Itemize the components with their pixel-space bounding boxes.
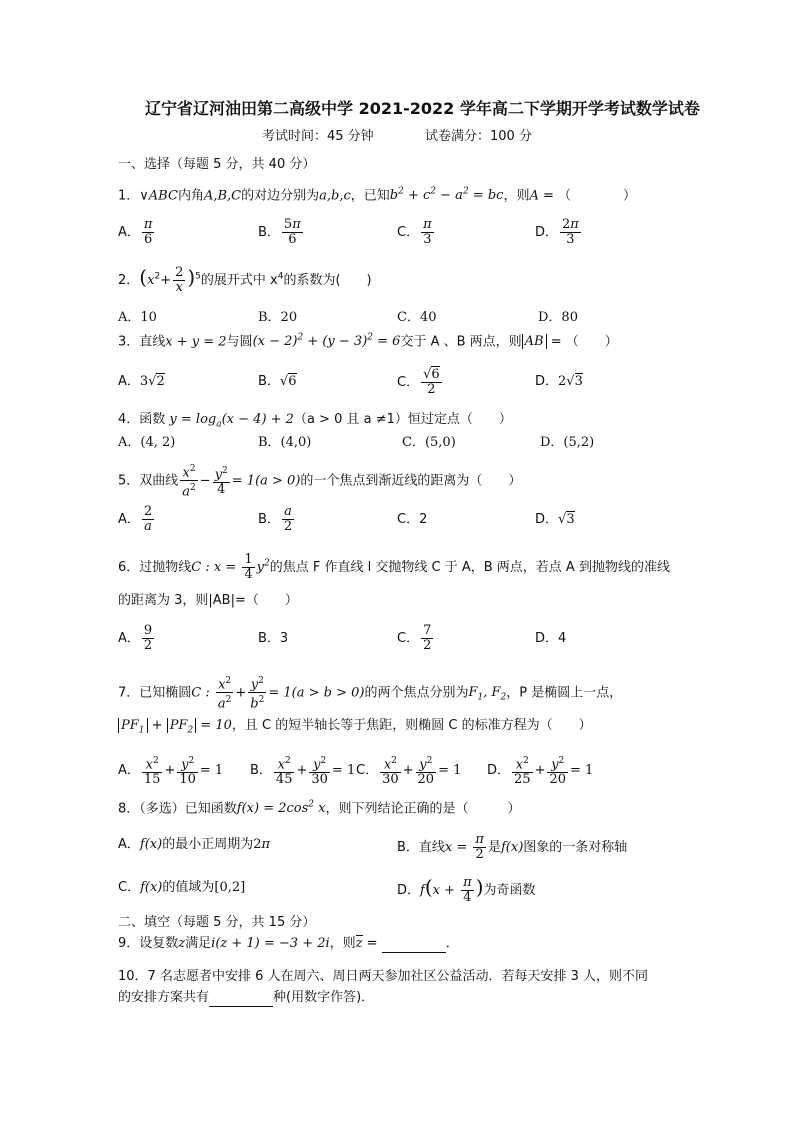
q4-option-d: D．(5,2) — [540, 435, 595, 450]
q4-option-b: B．(4,0) — [258, 435, 312, 450]
q8-option-c: C．f(x)的值域为[0,2] — [118, 880, 246, 895]
q6-option-c: C． $\frac{7}{2}$ — [397, 623, 432, 653]
q3-option-c: C． $\frac{√6}{2}$ — [397, 367, 440, 397]
question-3: 3．直线x + y = 2与圆$(x - 2)^2 + (y - 3)^2 = 6$交于 A 、B 两点，则 AB = （ ） — [118, 333, 618, 350]
question-6-line-2: 的距离为 3，则|AB|=（ ） — [118, 593, 298, 608]
q5-option-a: A． $\frac{2}{a}$ — [118, 504, 153, 534]
q8-option-a: A．f(x)的最小正周期为2π — [118, 837, 271, 852]
q4-option-c: C．(5,0) — [402, 435, 456, 450]
question-8: 8．（多选）已知函数$f(x) = 2\cos^2$ x，则下列结论正确的是（ ） — [118, 800, 521, 817]
q4-option-a: A．(4, 2) — [118, 435, 176, 450]
question-10: 10．7 名志愿者中安排 6 人在周六、周日两天参加社区公益活动．若每天安排 3 人，则不同 — [118, 969, 649, 984]
q8-option-d: D．f(x + $\frac{\pi}{4}$ )为奇函数 — [397, 875, 536, 905]
question-6: 6．过抛物线C : x = $\frac{1}{4}$ $y^2$的焦点 F 作直线 l 交抛物线 C 于 A，B 两点，若点 A 到抛物线的准线 — [118, 552, 670, 582]
question-4: 4．函数 $y = \log_a(x - 4) + 2(a > 0$ 且 a ≠1）恒过定点（ ） — [118, 412, 512, 430]
question-1: 1．∨ABC内角A,B,C的对边分别为a,b,c，已知$b^2 + c^2 - a^2$ = bc，则A = （ ） — [118, 187, 637, 204]
q1-option-b: B． $\frac{5\pi}{6}$ — [258, 217, 301, 247]
question-10-line-2: 的安排方案共有 种(用数字作答)． — [118, 990, 375, 1005]
q6-option-b: B．3 — [258, 631, 289, 646]
section-heading-choice: 一、选择（每题 5 分，共 40 分） — [118, 157, 316, 172]
q2-option-b: B．20 — [258, 310, 298, 325]
q2-option-d: D．80 — [538, 310, 578, 325]
question-2: 2．($x^2+$ $\frac{2}{x}$ )$^5$的展开式中 $x^4$的系数为( ) — [118, 265, 372, 295]
page-title: 辽宁省辽河油田第二高级中学 2021-2022 学年高二下学期开学考试数学试卷 — [145, 99, 700, 118]
q6-option-a: A． $\frac{9}{2}$ — [118, 623, 153, 653]
q2-option-c: C．40 — [397, 310, 437, 325]
q7-option-c: C． $\frac{x^2}{30}$ + $\frac{y^2}{20}$ = 1 — [356, 756, 462, 788]
q8-option-b: B．直线x = $\frac{\pi}{2}$ 是f(x)图象的一条对称轴 — [397, 832, 628, 862]
q1-option-c: C． $\frac{\pi}{3}$ — [397, 217, 432, 247]
q3-option-b: B．√6 — [258, 374, 297, 389]
q7-option-d: D． $\frac{x^2}{25}$ + $\frac{y^2}{20}$ = 1 — [487, 756, 594, 788]
exam-time: 考试时间：45 分钟 — [262, 129, 374, 144]
q2-option-a: A．10 — [118, 310, 157, 325]
q7-option-b: B． $\frac{x^2}{45}$ + $\frac{y^2}{30}$ = 1 — [250, 756, 356, 788]
question-5: 5．双曲线 $\frac{x^2}{a^2}$ − $\frac{y^2}{4}$ = 1(a > 0)的一个焦点到渐近线的距离为（ ） — [118, 464, 522, 500]
q6-option-d: D．4 — [535, 631, 567, 646]
q3-option-a: A．3√2 — [118, 374, 165, 389]
section-heading-fill: 二、填空（每题 5 分，共 15 分） — [118, 915, 316, 930]
question-9: 9．设复数z满足i(z + 1) = −3 + 2i，则z = ． — [118, 936, 459, 951]
question-7: 7．已知椭圆C : $\frac{x^2}{a^2}$ + $\frac{y^2}{b^2}$ = 1(a > b > 0)的两个焦点分别为$F_1$, $F_2$，P 是椭圆上一点， — [118, 676, 623, 712]
q5-option-d: D．√3 — [535, 512, 575, 527]
q5-option-b: B． $\frac{a}{2}$ — [258, 504, 293, 534]
q1-option-a: A． $\frac{\pi}{6}$ — [118, 217, 153, 247]
q5-option-c: C．2 — [397, 512, 428, 527]
q1-option-d: D． $\frac{2\pi}{3}$ — [535, 217, 579, 247]
question-7-line-2: $PF_1 + PF_2 = 10$，且 C 的短半轴长等于焦距，则椭圆 C 的标准方程为（ ） — [118, 717, 592, 740]
q7-option-a: A． $\frac{x^2}{15}$ + $\frac{y^2}{10}$ = 1 — [118, 756, 224, 788]
q3-option-d: D．2√3 — [535, 374, 583, 389]
exam-score: 试卷满分：100 分 — [425, 129, 532, 144]
